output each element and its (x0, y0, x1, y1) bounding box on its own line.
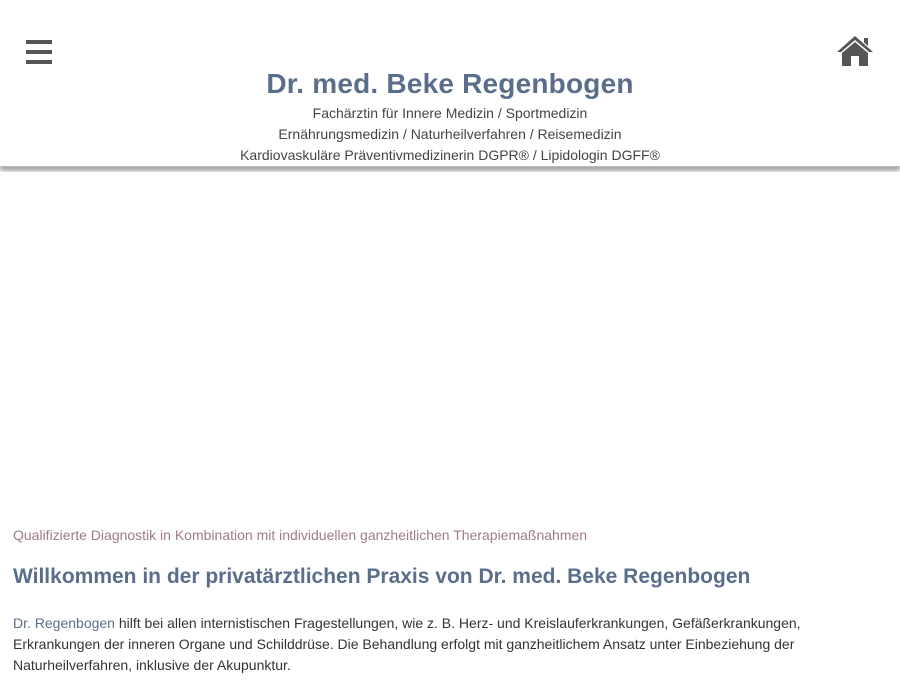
menu-bar (26, 50, 52, 54)
intro-paragraph (13, 613, 883, 676)
intro-text: hilft bei allen internistischen Fragestellungen, wie z. B. Herz- und Kreislauferkrankungen, Gefäßerkrankungen, Erkrankungen der inneren Organe und Schilddrüse. Die Behandlung erfolgt mit ganzheitlichem Ansatz unter Einbeziehung der Naturheilverfahren, inklusive der Akupunktur. (13, 615, 801, 673)
subtitle-specialty: Fachärztin für Innere Medizin / Sportmedizin (312, 105, 588, 121)
home-icon-graphic (835, 34, 875, 68)
tagline: Qualifizierte Diagnostik in Kombination mit individuellen ganzheitlichen Therapiemaßnahmen (13, 527, 588, 543)
hamburger-menu-icon[interactable] (26, 40, 52, 64)
menu-bar (26, 40, 52, 44)
menu-bar (26, 60, 52, 64)
subtitle-additional-qualifications: Ernährungsmedizin / Naturheilverfahren / Reisemedizin (278, 126, 622, 142)
doctor-link[interactable]: Dr. Regenbogen (13, 615, 115, 631)
welcome-heading: Willkommen in der privatärztlichen Praxis von Dr. med. Beke Regenbogen (13, 565, 751, 588)
site-header (0, 0, 900, 167)
home-icon[interactable] (835, 34, 875, 68)
subtitle-certifications: Kardiovaskuläre Präventivmedizinerin DGPR® / Lipidologin DGFF® (240, 147, 660, 163)
hero-area (0, 172, 900, 512)
site-title[interactable]: Dr. med. Beke Regenbogen (266, 68, 634, 99)
